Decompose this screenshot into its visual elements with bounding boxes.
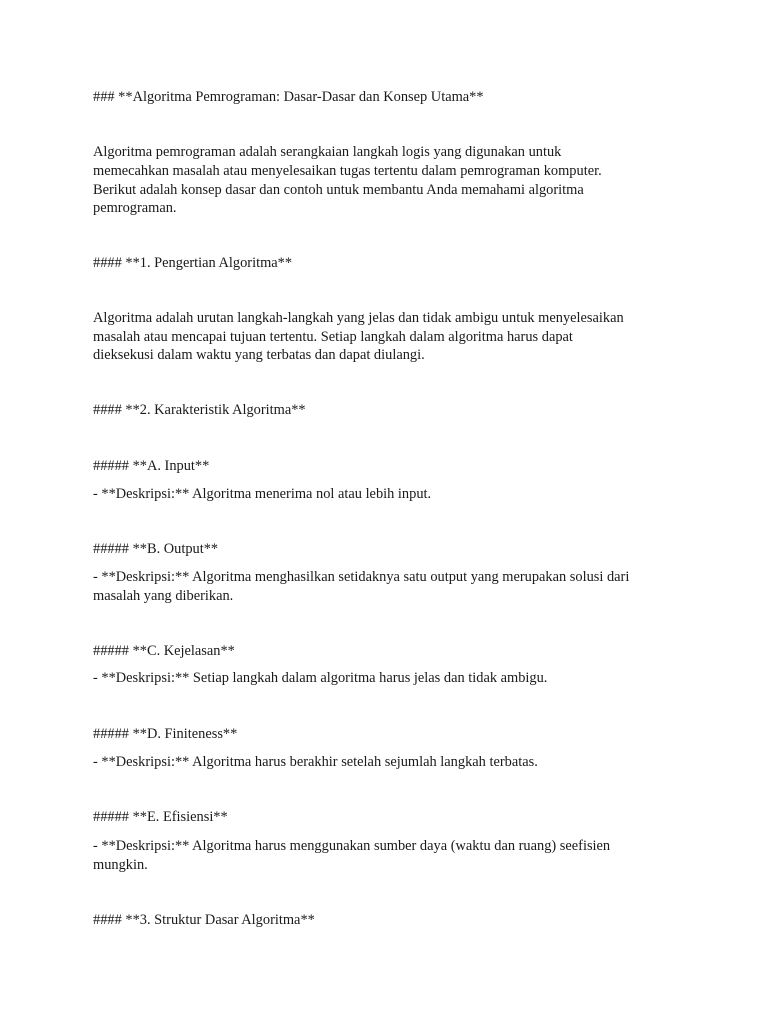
item-c-heading: ##### **C. Kejelasan** xyxy=(93,643,235,659)
section-2-heading: #### **2. Karakteristik Algoritma** xyxy=(93,402,306,418)
item-b-desc-line-1: - **Deskripsi:** Algoritma menghasilkan setidaknya satu output yang merupakan solusi dari xyxy=(93,569,630,585)
item-e-heading: ##### **E. Efisiensi** xyxy=(93,809,228,825)
item-c-desc-line-1: - **Deskripsi:** Setiap langkah dalam algoritma harus jelas dan tidak ambigu. xyxy=(93,670,548,686)
section-1-heading: #### **1. Pengertian Algoritma** xyxy=(93,255,293,271)
section-1-line-2: masalah atau mencapai tujuan tertentu. Setiap langkah dalam algoritma harus dapat xyxy=(93,329,573,345)
intro-line-1: Algoritma pemrograman adalah serangkaian langkah logis yang digunakan untuk xyxy=(93,144,562,160)
document-title: ### **Algoritma Pemrograman: Dasar-Dasar dan Konsep Utama** xyxy=(93,89,484,105)
section-3-heading: #### **3. Struktur Dasar Algoritma** xyxy=(93,912,315,928)
item-a-desc-line-1: - **Deskripsi:** Algoritma menerima nol atau lebih input. xyxy=(93,486,432,502)
item-d-heading: ##### **D. Finiteness** xyxy=(93,726,238,742)
item-a-heading: ##### **A. Input** xyxy=(93,458,210,474)
section-1-line-3: dieksekusi dalam waktu yang terbatas dan dapat diulangi. xyxy=(93,347,425,363)
intro-line-2: memecahkan masalah atau menyelesaikan tugas tertentu dalam pemrograman komputer. xyxy=(93,163,602,179)
item-b-desc-line-2: masalah yang diberikan. xyxy=(93,588,234,604)
intro-line-3: Berikut adalah konsep dasar dan contoh untuk membantu Anda memahami algoritma xyxy=(93,182,584,198)
item-d-desc-line-1: - **Deskripsi:** Algoritma harus berakhir setelah sejumlah langkah terbatas. xyxy=(93,754,538,770)
item-e-desc-line-2: mungkin. xyxy=(93,857,148,873)
intro-line-4: pemrograman. xyxy=(93,200,177,216)
item-e-desc-line-1: - **Deskripsi:** Algoritma harus menggunakan sumber daya (waktu dan ruang) seefisien xyxy=(93,838,611,854)
item-b-heading: ##### **B. Output** xyxy=(93,541,219,557)
section-1-line-1: Algoritma adalah urutan langkah-langkah yang jelas dan tidak ambigu untuk menyelesaikan xyxy=(93,310,624,326)
